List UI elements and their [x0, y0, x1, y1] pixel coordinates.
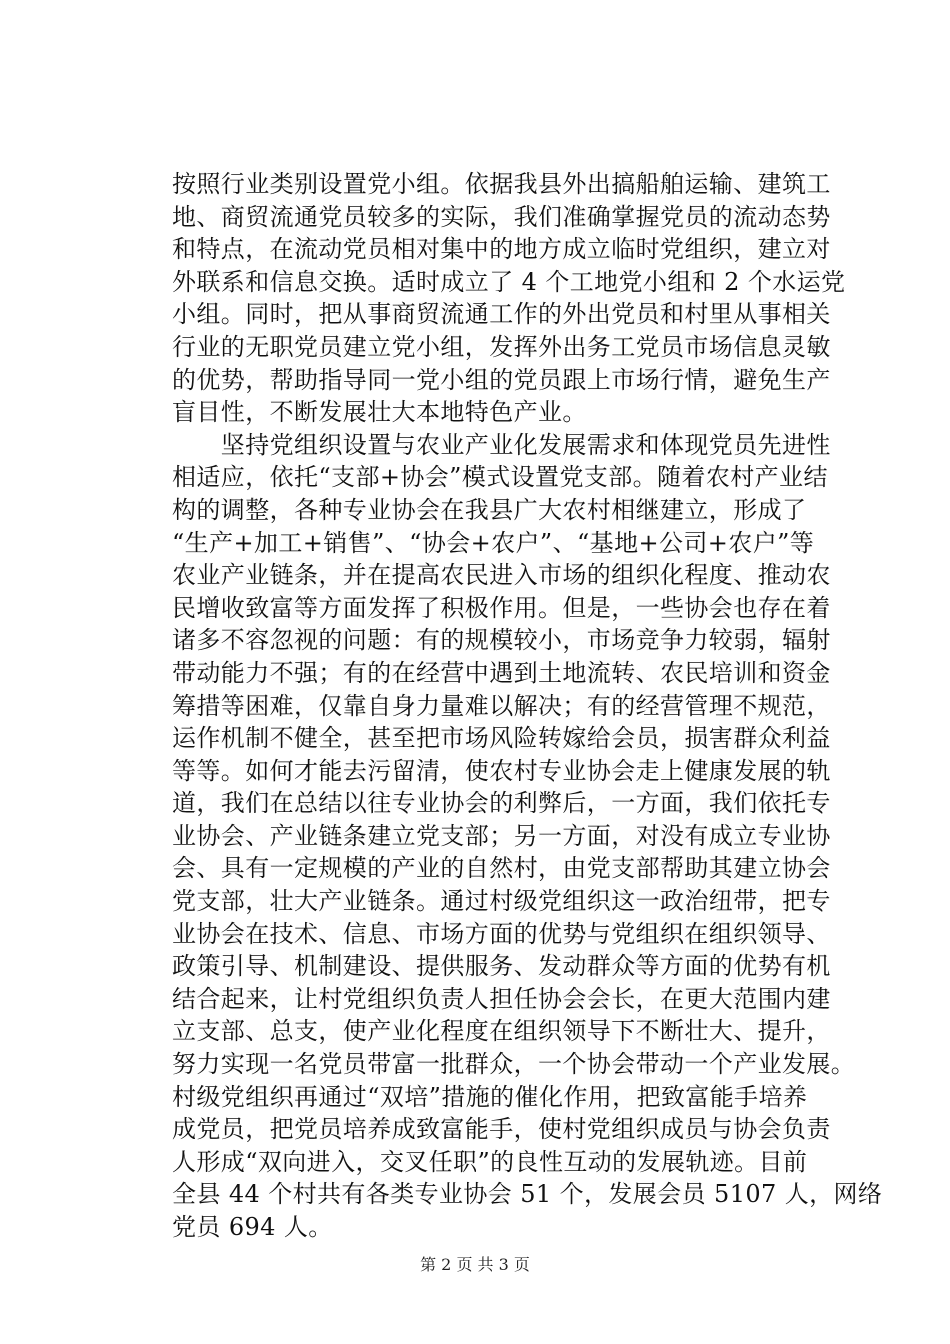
text-line: 会、具有一定规模的产业的自然村，由党支部帮助其建立协会	[172, 854, 831, 883]
text-line: 运作机制不健全，甚至把市场风险转嫁给会员，损害群众利益	[172, 724, 831, 753]
body-text	[172, 168, 883, 1244]
text-line: 筹措等困难，仅靠自身力量难以解决；有的经营管理不规范，	[172, 691, 831, 720]
text-line: 坚持党组织设置与农业产业化发展需求和体现党员先进性	[172, 430, 831, 459]
text-line: 政策引导、机制建设、提供服务、发动群众等方面的优势有机	[172, 952, 831, 981]
text-line: 立支部、总支，使产业化程度在组织领导下不断壮大、提升，	[172, 1017, 831, 1046]
text-line: 人形成“双向进入，交叉任职”的良性互动的发展轨迹。目前	[172, 1147, 808, 1176]
text-line: 带动能力不强；有的在经营中遇到土地流转、农民培训和资金	[172, 658, 831, 687]
text-line: 等等。如何才能去污留清，使农村专业协会走上健康发展的轨	[172, 756, 831, 785]
text-line: 和特点，在流动党员相对集中的地方成立临时党组织，建立对	[172, 235, 831, 264]
text-line: 党员 694 人。	[172, 1213, 333, 1241]
text-line: 诸多不容忽视的问题：有的规模较小，市场竞争力较弱，辐射	[172, 626, 831, 655]
text-line: 相适应，依托“支部+协会”模式设置党支部。随着农村产业结	[172, 463, 828, 492]
text-line: 业协会在技术、信息、市场方面的优势与党组织在组织领导、	[172, 919, 831, 948]
text-line: 村级党组织再通过“双培”措施的催化作用，把致富能手培养	[172, 1082, 808, 1111]
text-line: 的优势，帮助指导同一党小组的党员跟上市场行情，避免生产	[172, 365, 831, 394]
text-line: 成党员，把党员培养成致富能手，使村党组织成员与协会负责	[172, 1115, 831, 1144]
text-line: 结合起来，让村党组织负责人担任协会会长，在更大范围内建	[172, 984, 831, 1013]
text-line: 道，我们在总结以往专业协会的利弊后，一方面，我们依托专	[172, 789, 831, 818]
text-line: 全县 44 个村共有各类专业协会 51 个，发展会员 5107 人，网络	[172, 1180, 883, 1209]
text-line: 民增收致富等方面发挥了积极作用。但是，一些协会也存在着	[172, 593, 831, 622]
text-line: 按照行业类别设置党小组。依据我县外出搞船舶运输、建筑工	[172, 170, 831, 198]
text-line: 行业的无职党员建立党小组，发挥外出务工党员市场信息灵敏	[172, 332, 831, 361]
text-line: 小组。同时，把从事商贸流通工作的外出党员和村里从事相关	[172, 300, 831, 329]
text-line: 业协会、产业链条建立党支部；另一方面，对没有成立专业协	[172, 821, 831, 850]
text-line: 外联系和信息交换。适时成立了 4 个工地党小组和 2 个水运党	[172, 267, 846, 296]
text-line: 农业产业链条，并在提高农民进入市场的组织化程度、推动农	[172, 561, 831, 590]
page-footer: 第 2 页 共 3 页	[420, 1255, 530, 1274]
text-line: 构的调整，各种专业协会在我县广大农村相继建立，形成了	[172, 495, 807, 524]
text-line: 盲目性，不断发展壮大本地特色产业。	[172, 398, 587, 427]
text-line: 党支部，壮大产业链条。通过村级党组织这一政治纽带，把专	[172, 887, 831, 916]
text-line: “生产+加工+销售”、“协会+农户”、“基地+公司+农户”等	[172, 528, 815, 557]
text-line: 地、商贸流通党员较多的实际，我们准确掌握党员的流动态势	[172, 202, 831, 231]
text-line: 努力实现一名党员带富一批群众，一个协会带动一个产业发展。	[172, 1050, 856, 1079]
